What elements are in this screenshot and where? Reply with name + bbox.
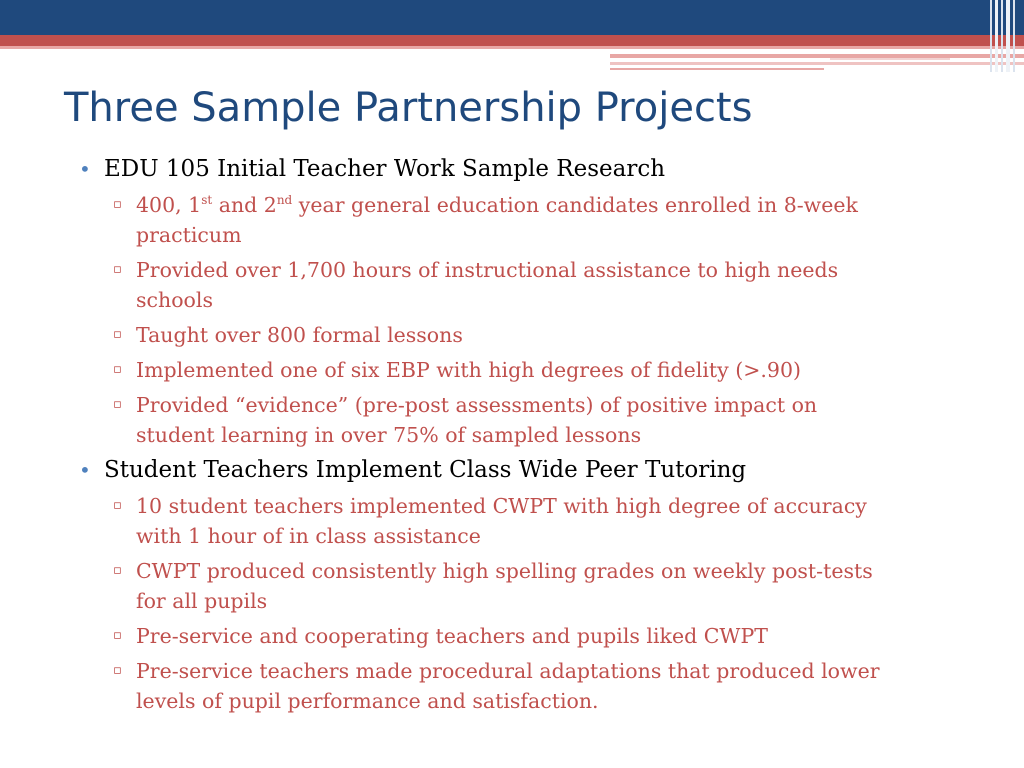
slide-title: Three Sample Partnership Projects bbox=[64, 85, 753, 131]
subitem-text: CWPT produced consistently high spelling grades on weekly post-tests for all pupils bbox=[136, 559, 873, 613]
project-1-subitem bbox=[64, 390, 896, 450]
square-bullet-icon: ▫ bbox=[113, 262, 122, 277]
project-1-subitem bbox=[64, 355, 896, 385]
header-blue-bar bbox=[0, 0, 1024, 35]
bullet-dot-icon: • bbox=[79, 157, 91, 181]
project-2-subitem bbox=[64, 556, 896, 616]
project-2-subitem bbox=[64, 656, 896, 716]
subitem-text: Provided “evidence” (pre-post assessments) of positive impact on student learning in over 75% of sampled lessons bbox=[136, 393, 818, 447]
project-1-subitem bbox=[64, 190, 896, 250]
header-vertical-line-2 bbox=[995, 0, 998, 72]
subitem-text: Taught over 800 formal lessons bbox=[136, 323, 463, 347]
ordinal-suffix: nd bbox=[276, 193, 293, 207]
subitem-text: Provided over 1,700 hours of instructional assistance to high needs schools bbox=[136, 258, 839, 312]
project-1-item bbox=[64, 154, 964, 184]
square-bullet-icon: ▫ bbox=[113, 663, 122, 678]
project-2-subitem bbox=[64, 621, 896, 651]
project-2-text: Student Teachers Implement Class Wide Peer Tutoring bbox=[104, 457, 747, 483]
square-bullet-icon: ▫ bbox=[113, 397, 122, 412]
square-bullet-icon: ▫ bbox=[113, 197, 122, 212]
header-pink-line-2 bbox=[610, 62, 1024, 65]
slide-body bbox=[64, 154, 964, 721]
subitem-text: 10 student teachers implemented CWPT with high degree of accuracy with 1 hour of in class assistance bbox=[136, 494, 867, 548]
header-pink-stripe bbox=[0, 46, 1024, 49]
project-2-subitem bbox=[64, 491, 896, 551]
header-red-stripe bbox=[0, 35, 1024, 46]
square-bullet-icon: ▫ bbox=[113, 498, 122, 513]
project-2-item bbox=[64, 455, 964, 485]
project-1-subitem bbox=[64, 320, 896, 350]
header-pink-line-4 bbox=[830, 58, 950, 60]
bullet-dot-icon: • bbox=[79, 458, 91, 482]
header-vertical-line-3 bbox=[1001, 0, 1003, 72]
header-vertical-line-4 bbox=[1006, 0, 1010, 72]
header-pink-line-1 bbox=[610, 54, 1024, 58]
square-bullet-icon: ▫ bbox=[113, 362, 122, 377]
subitem-text-part: and 2 bbox=[212, 193, 277, 217]
ordinal-suffix: st bbox=[201, 193, 213, 207]
subitem-text: Pre-service and cooperating teachers and pupils liked CWPT bbox=[136, 624, 768, 648]
subitem-text-part: year general education candidates enrolled in 8-week practicum bbox=[136, 193, 858, 247]
project-1-text: EDU 105 Initial Teacher Work Sample Research bbox=[104, 156, 666, 182]
square-bullet-icon: ▫ bbox=[113, 563, 122, 578]
square-bullet-icon: ▫ bbox=[113, 327, 122, 342]
header-pink-line-3 bbox=[610, 68, 824, 70]
header-vertical-line-5 bbox=[1013, 0, 1015, 72]
subitem-text: Pre-service teachers made procedural adaptations that produced lower levels of pupil performance and satisfaction. bbox=[136, 659, 880, 713]
square-bullet-icon: ▫ bbox=[113, 628, 122, 643]
header-vertical-line-1 bbox=[990, 0, 992, 72]
header-decoration bbox=[0, 0, 1024, 80]
subitem-text-part: 400, 1 bbox=[136, 193, 202, 217]
project-1-subitem bbox=[64, 255, 896, 315]
subitem-text: Implemented one of six EBP with high degrees of fidelity (>.90) bbox=[136, 358, 801, 382]
